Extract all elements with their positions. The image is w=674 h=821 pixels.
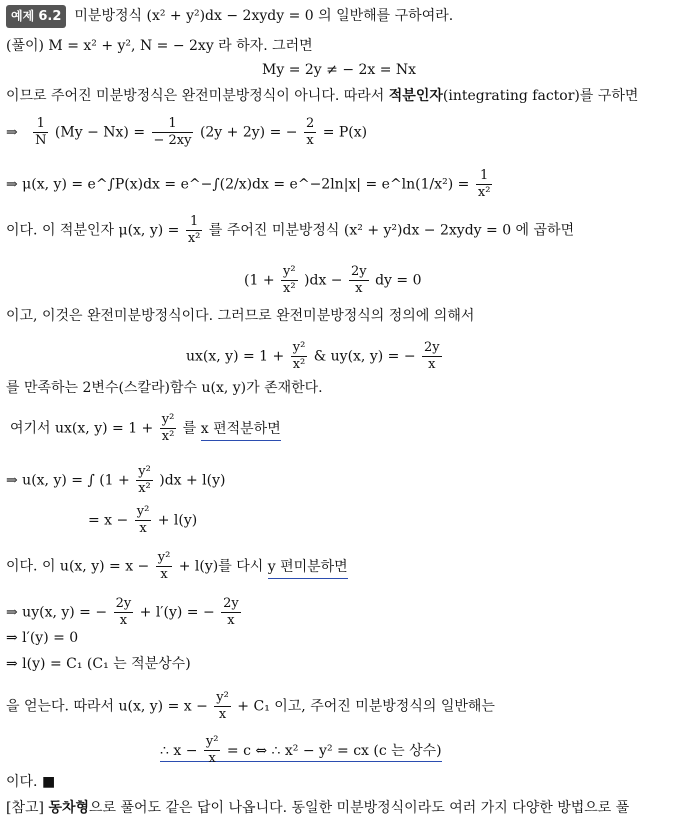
uy-equation: ⇒ uy(x, y) = − $\frac{2y}{x}$ + l′(y) = − $\frac{2y}{x}$ [6, 596, 239, 628]
l-equation: ⇒ l(y) = C₁ (C₁ 는 적분상수) [6, 656, 191, 672]
l-prime-equation: ⇒ l′(y) = 0 [6, 630, 79, 646]
problem-statement: 미분방정식 (x² + y²)dx − 2xydy = 0 의 일반해를 구하여라. [74, 8, 454, 24]
final-answer [160, 734, 442, 767]
reference-note: [참고] 동차형으로 풀어도 같은 답이 나옵니다. 동일한 미분방정식이라도 여러 가지 다양한 방법으로 풀 [6, 800, 630, 816]
solution-intro: (풀이) M = x² + y², N = − 2xy 라 하자. 그러면 [6, 38, 313, 54]
partial-derivative-compare: My = 2y ≠ − 2x = Nx [262, 62, 417, 78]
partial-differentiate-y-sentence: 이다. 이 u(x, y) = x − $\frac{\text{y²}}{x}$ + l(y)를 다시 y 편미분하면 [6, 550, 348, 582]
u-integral: ⇒ u(x, y) = ∫ (1 + $\frac{\text{y²}}{\text{x²}}$ )dx + l(y) [6, 464, 226, 496]
y-partial-derivative-underline: y 편미분하면 [268, 559, 348, 579]
end-sentence: 이다. ■ [6, 774, 56, 790]
general-solution-sentence: 을 얻는다. 따라서 u(x, y) = x − $\frac{\text{y²}}{x}$ + C₁ 이고, 주어진 미분방정식의 일반해는 [6, 690, 495, 722]
example-badge: 예제 6.2 [6, 5, 66, 28]
multiply-sentence: 이다. 이 적분인자 μ(x, y) = $\frac{1}{\text{x²}}$ 를 주어진 미분방정식 (x² + y²)dx − 2xydy = 0 에 곱하면 [6, 214, 575, 246]
u-result: = x − $\frac{\text{y²}}{x}$ + l(y) [88, 504, 198, 536]
p-of-x-equation: ⇒ $\frac{1}{N}$ (My − Nx) = $\frac{1}{- 2xy}$ (2y + 2y) = − $\frac{2}{x}$ = P(x) [6, 116, 368, 148]
problem-header [6, 5, 453, 28]
partial-integrate-x-sentence: 여기서 ux(x, y) = 1 + $\frac{\text{y²}}{\text{x²}}$ 를 x 편적분하면 [10, 412, 281, 444]
ux-uy-conditions: ux(x, y) = 1 + $\frac{\text{y²}}{\text{x²}}$ & uy(x, y) = − $\frac{2y}{x}$ [186, 340, 440, 372]
integrating-factor-sentence: 이므로 주어진 미분방정식은 완전미분방정식이 아니다. 따라서 적분인자(integrating factor)를 구하면 [6, 88, 639, 104]
final-answer-underline: ∴ x − $\frac{\text{y²}}{x}$ = c ⇔ ∴ x² − y² = cx (c 는 상수) [160, 734, 442, 766]
exact-definition-sentence: 이고, 이것은 완전미분방정식이다. 그러므로 완전미분방정식의 정의에 의해서 [6, 308, 475, 324]
exact-equation: (1 + $\frac{\text{y²}}{\text{x²}}$ )dx − $\frac{2y}{x}$ dy = 0 [244, 264, 422, 296]
x-partial-integration-underline: x 편적분하면 [201, 421, 281, 441]
existence-sentence: 를 만족하는 2변수(스칼라)함수 u(x, y)가 존재한다. [6, 380, 323, 396]
mu-equation: ⇒ μ(x, y) = e^∫P(x)dx = e^−∫(2/x)dx = e^−2ln|x| = e^ln(1/x²) = $\frac{1}{\text{x²}}$ [6, 168, 491, 200]
